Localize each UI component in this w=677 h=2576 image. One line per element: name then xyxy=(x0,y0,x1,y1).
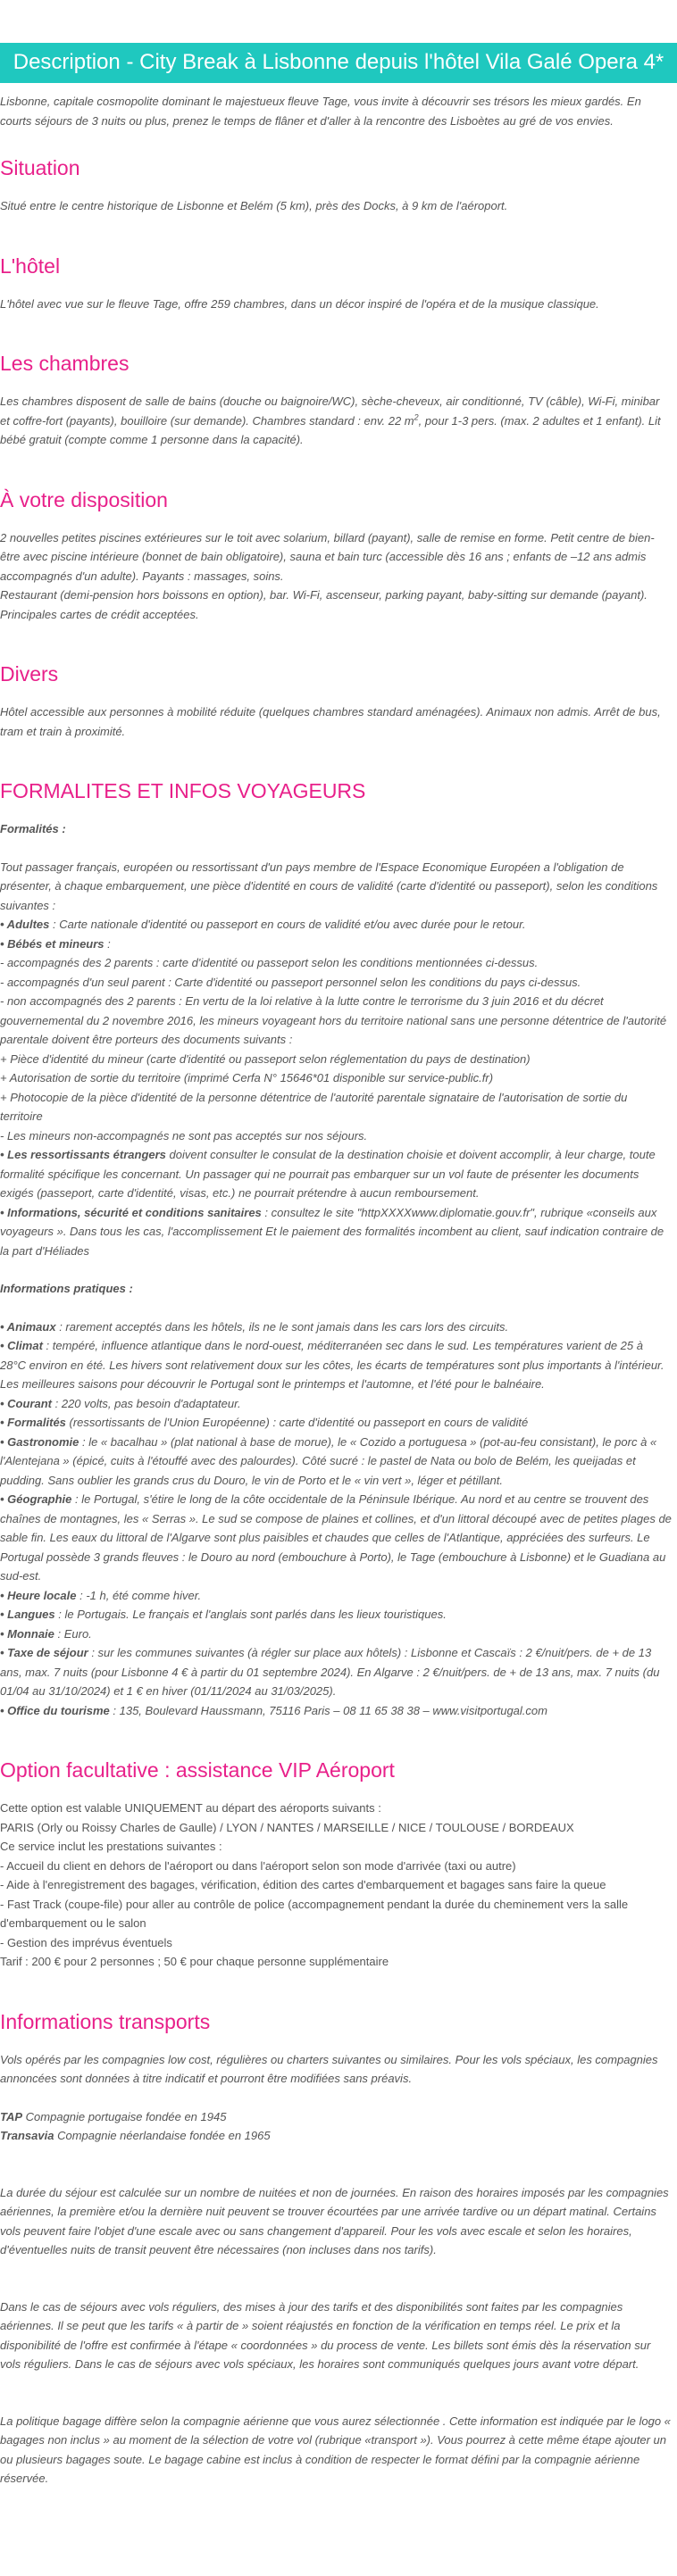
company-text: Compagnie néerlandaise fondée en 1965 xyxy=(54,2129,271,2142)
pratique-label: • Climat xyxy=(0,1339,43,1352)
pratique-item xyxy=(0,1336,672,1394)
pratique-text: : -1 h, été comme hiver. xyxy=(76,1588,202,1602)
mineurs-line-3: + Pièce d'identité du mineur (carte d'identité ou passeport selon réglementation du pays de destination) xyxy=(0,1051,531,1066)
section-title-transports: Informations transports xyxy=(0,2009,211,2033)
situation-text: Situé entre le centre historique de Lisbonne et Belém (5 km), près des Docks, à 9 km de l'aéroport. xyxy=(0,199,508,212)
pratique-item xyxy=(0,1413,672,1433)
page xyxy=(0,43,677,2506)
mineurs-line-4: + Autorisation de sortie du territoire (imprimé Cerfa N° 15646*01 disponible sur service-public.fr) xyxy=(0,1071,494,1084)
formalites-subtitle: Formalités : xyxy=(0,822,66,835)
chambres-sup: 2 xyxy=(414,412,419,422)
section-title-divers: Divers xyxy=(0,662,59,686)
formalites-etrangers xyxy=(0,1145,672,1203)
chambres-text-a: Les chambres disposent de salle de bains (douche ou baignoire/WC), sèche-cheveux, air conditionné, TV (câble), Wi-Fi, minibar et coffre-fort (payants), bouilloire (sur demande). Chambres standard : env. 22 m xyxy=(0,395,660,428)
mineurs-line-6: - Les mineurs non-accompagnés ne sont pas acceptés sur nos séjours. xyxy=(0,1128,368,1143)
vip-line: - Gestion des imprévus éventuels xyxy=(0,1935,172,1949)
adultes-label: • Adultes xyxy=(0,918,50,931)
pratique-item xyxy=(0,1586,672,1606)
section-title-situation: Situation xyxy=(0,156,80,179)
pratique-text: : 135, Boulevard Haussmann, 75116 Paris – 08 11 65 38 38 – www.visitportugal.com xyxy=(109,1703,547,1717)
formalites-adultes xyxy=(0,915,672,935)
pratique-label: • Formalités xyxy=(0,1416,66,1429)
transports-intro: Vols opérés par les compagnies low cost, régulières ou charters suivantes ou similaires. Pour les vols spéciaux, les compagnies annoncées sont données à titre indicatif et pourront être modifiées sans préavis. xyxy=(0,2052,658,2085)
formalites-infos xyxy=(0,1203,672,1261)
vip-line: - Aide à l'enregistrement des bagages, vérification, édition des cartes d'embarquement et bagages sans faire la queue xyxy=(0,1878,606,1891)
transports-para-2: Dans le cas de séjours avec vols réguliers, des mises à jour des tarifs et des disponibilités sont faites par les compagnies aériennes. Il se peut que les tarifs « à partir de » soient réajustés en fonction de la vérification en temps réel. Le prix et la disponibilité de l'offre est confirmée à l'étape « coordonnées » du process de vente. Les billets sont émis dès la réservation sur vols réguliers. Dans le cas de séjours avec vols spéciaux, les horaires sont communiqués quelques jours avant votre départ. xyxy=(0,2299,651,2371)
vip-line: - Accueil du client en dehors de l'aéroport ou dans l'aéroport selon son mode d'arrivée (taxi ou autre) xyxy=(0,1858,516,1873)
intro-text: Lisbonne, capitale cosmopolite dominant le majestueux fleuve Tage, vous invite à découvrir ses trésors les mieux gardés. En courts séjours de 3 nuits ou plus, prenez le temps de flâner et d'aller à la rencontre des Lisboètes au gré de vos envies. xyxy=(0,95,641,128)
company-item xyxy=(0,2126,672,2146)
pratique-text: : 220 volts, pas besoin d'adaptateur. xyxy=(52,1396,241,1410)
vip-line: PARIS (Orly ou Roissy Charles de Gaulle) / LYON / NANTES / MARSEILLE / NICE / TOULOUSE / BORDEAUX xyxy=(0,1820,574,1834)
pratique-label: • Gastronomie xyxy=(0,1434,79,1449)
pratique-item xyxy=(0,1605,672,1625)
divers-text: Hôtel accessible aux personnes à mobilité réduite (quelques chambres standard aménagées). Animaux non admis. Arrêt de bus, tram et train à proximité. xyxy=(0,705,661,738)
pratique-text: : Euro. xyxy=(54,1626,92,1641)
adultes-text: : Carte nationale d'identité ou passeport en cours de validité et/ou avec durée pour le retour. xyxy=(49,918,526,931)
transports-para-3: La politique bagage diffère selon la compagnie aérienne que vous aurez sélectionnée . Cette information est indiquée par le logo « bagages non inclus » au moment de la sélection de votre vol (rubrique «transport »). Vous pourrez à cette même étape ajouter un ou plusieurs bagages soute. Le bagage cabine est inclus à condition de respecter le format défini par la compagnie aérienne réservée. xyxy=(0,2414,671,2485)
pratiques-subtitle: Informations pratiques : xyxy=(0,1282,133,1295)
pratique-text: : le « bacalhau » (plat national à base de morue), le « Cozido a portuguesa » (pot-au-feu consistant), le porc à « l'Alentejana » (épicé, cuits à l'étouffé avec des palourdes). Côté sucré : le pastel de Nata ou bolo de Belém, les queijadas et pudding. Sans oublier les grands crus du Douro, le vin de Porto et le « vin vert », léger et pétillant. xyxy=(0,1434,657,1487)
company-code: Transavia xyxy=(0,2129,54,2142)
pratique-text: : le Portugal, s'étire le long de la côte occidentale de la Péninsule Ibérique. Au nord et au centre se trouvent des chaînes de montagnes, les « Serras ». Le sud se compose de plaines et collines, et d'un littoral découpé avec de petites plages de sable fin. Les eaux du littoral de l'Algarve sont plus paisibles et chaudes que celles de l'Atlantique, appréciées des surfeurs. Le Portugal possède 3 grands fleuves : le Douro au nord (embouchure à Porto), le Tage (embouchure à Lisbonne) et le Guadiana au sud-est. xyxy=(0,1492,672,1583)
hotel-text: L'hôtel avec vue sur le fleuve Tage, offre 259 chambres, dans un décor inspiré de l'opéra et de la musique classique. xyxy=(0,296,599,311)
vip-line: Tarif : 200 € pour 2 personnes ; 50 € pour chaque personne supplémentaire xyxy=(0,1955,389,1968)
bebes-text: : xyxy=(104,936,111,951)
vip-line: - Fast Track (coupe-file) pour aller au contrôle de police (accompagnement pendant la durée du cheminement vers la salle d'embarquement ou le salon xyxy=(0,1897,629,1930)
infos-label: • Informations, sécurité et conditions sanitaires xyxy=(0,1205,262,1219)
disposition-text-1: 2 nouvelles petites piscines extérieures sur le toit avec solarium, billard (payant), salle de remise en forme. Petit centre de bien-être avec piscine intérieure (bonnet de bain obligatoire), sauna et bain turc (accessible dès 16 ans ; enfants de –12 ans admis accompagnés d'un adulte). Payants : massages, soins. xyxy=(0,530,655,583)
bebes-label: • Bébés et mineurs xyxy=(0,936,104,951)
pratique-item xyxy=(0,1625,672,1644)
formalites-intro: Tout passager français, européen ou ressortissant d'un pays membre de l'Espace Economique Européen a l'obligation de présenter, à chaque embarquement, une pièce d'identité en cours de validité (carte d'identité ou passeport), selon les conditions suivantes : xyxy=(0,860,658,912)
pratique-label: • Courant xyxy=(0,1396,52,1410)
company-code: TAP xyxy=(0,2109,23,2123)
etrangers-text: doivent consulter le consulat de la destination choisie et doivent accomplir, à leur charge, toute formalité spécifique les concernant. Un passager qui ne pourrait pas embarquer sur un vol faute de présenter les documents exigés (passeport, carte d'identité, visas, etc.) ne pourrait prétendre à aucun remboursement. xyxy=(0,1148,656,1200)
pratique-label: • Monnaie xyxy=(0,1626,54,1641)
section-title-formalites: FORMALITES ET INFOS VOYAGEURS xyxy=(0,779,366,802)
etrangers-label: • Les ressortissants étrangers xyxy=(0,1148,166,1161)
chambres-text xyxy=(0,392,672,450)
pratique-text: : tempéré, influence atlantique dans le nord-ouest, méditerranéen sec dans le sud. Les températures varient de 25 à 28°C environ en été. Les hivers sont relativement doux sur les côtes, les écarts de températures sont plus importants à l'intérieur. Les meilleures saisons pour découvrir le Portugal sont le printemps et l'automne, et l'été pour le balnéaire. xyxy=(0,1339,664,1391)
pratique-text: (ressortissants de l'Union Européenne) : carte d'identité ou passeport en cours de validité xyxy=(65,1416,529,1429)
infos-text: : consultez le site "httpXXXXwww.diplomatie.gouv.fr", rubrique «conseils aux voyageurs ». Dans tous les cas, l'accomplissement Et le paiement des formalités incombent au client, sauf indication contraire de la part d'Héliades xyxy=(0,1205,664,1258)
mineurs-line-0: - accompagnés des 2 parents : carte d'identité ou passeport selon les conditions mentionnées ci-dessus. xyxy=(0,956,539,969)
section-title-chambres: Les chambres xyxy=(0,352,130,375)
pratique-text: : le Portugais. Le français et l'anglais sont parlés dans les lieux touristiques. xyxy=(54,1608,447,1621)
company-text: Compagnie portugaise fondée en 1945 xyxy=(22,2109,227,2123)
pratique-label: • Office du tourisme xyxy=(0,1703,110,1717)
disposition-text-2: Restaurant (demi-pension hors boissons en option), bar. Wi-Fi, ascenseur, parking payant, baby-sitting sur demande (payant). Principales cartes de crédit acceptées. xyxy=(0,588,648,621)
vip-line: Ce service inclut les prestations suivantes : xyxy=(0,1840,222,1853)
pratique-label: • Géographie xyxy=(0,1492,72,1506)
transports-para-1: La durée du séjour est calculée sur un nombre de nuitées et non de journées. En raison des horaires imposés par les compagnies aériennes, la première et/ou la dernière nuit peuvent se trouver écourtées par une arrivée tardive ou un départ matinal. Certains vols peuvent faire l'objet d'une escale avec ou sans changement d'appareil. Pour les vols avec escale et selon les horaires, d'éventuelles nuits de transit peuvent être nécessaires (non incluses dans nos tarifs). xyxy=(0,2185,669,2256)
mineurs-line-2: - non accompagnés des 2 parents : En vertu de la loi relative à la lutte contre le terrorisme du 3 juin 2016 et du décret gouvernemental du 2 novembre 2016, les mineurs voyageant hors du territoire national sans une personne détentrice de l'autorité parentale doivent être porteurs des documents suivants : xyxy=(0,994,667,1046)
pratique-item xyxy=(0,1643,672,1701)
chambres-text-b: , pour 1-3 pers. (max. 2 adultes et 1 enfant). Lit bébé gratuit (compte comme 1 personne dans la capacité). xyxy=(0,413,661,446)
section-title-vip: Option facultative : assistance VIP Aéroport xyxy=(0,1758,395,1782)
pratique-label: • Taxe de séjour xyxy=(0,1646,88,1659)
section-title-disposition: À votre disposition xyxy=(0,487,168,511)
pratique-text: : rarement acceptés dans les hôtels, ils ne le sont jamais dans les cars lors des circuits. xyxy=(55,1319,509,1334)
mineurs-line-5: + Photocopie de la pièce d'identité de la personne détentrice de l'autorité parentale signataire de l'autorisation de sortie du territoire xyxy=(0,1090,628,1123)
vip-line: Cette option est valable UNIQUEMENT au départ des aéroports suivants : xyxy=(0,1801,381,1815)
pratique-item xyxy=(0,1490,672,1586)
pratique-item xyxy=(0,1394,672,1414)
section-title-hotel: L'hôtel xyxy=(0,253,61,278)
formalites-bebes xyxy=(0,935,672,954)
pratique-item xyxy=(0,1701,672,1721)
company-item xyxy=(0,2107,672,2127)
pratique-label: • Animaux xyxy=(0,1319,56,1334)
pratique-label: • Langues xyxy=(0,1608,55,1621)
page-title-banner: Description - City Break à Lisbonne depuis l'hôtel Vila Galé Opera 4* xyxy=(0,43,677,83)
mineurs-line-1: - accompagnés d'un seul parent : Carte d'identité ou passeport personnel selon les conditions du pays ci-dessus. xyxy=(0,975,581,989)
pratique-item xyxy=(0,1317,672,1337)
pratique-label: • Heure locale xyxy=(0,1588,77,1602)
pratique-item xyxy=(0,1433,672,1491)
content xyxy=(0,92,672,2489)
pratique-text: : sur les communes suivantes (à régler sur place aux hôtels) : Lisbonne et Cascaïs : 2 €/nuit/pers. de + de 13 ans, max. 7 nuits (pour Lisbonne 4 € à partir du 01 septembre 2024). En Algarve : 2 €/nuit/pers. de + de 13 ans, max. 7 nuits (du 01/04 au 31/10/2024) et 1 € en hiver (01/11/2024 au 31/03/2025). xyxy=(0,1646,660,1698)
